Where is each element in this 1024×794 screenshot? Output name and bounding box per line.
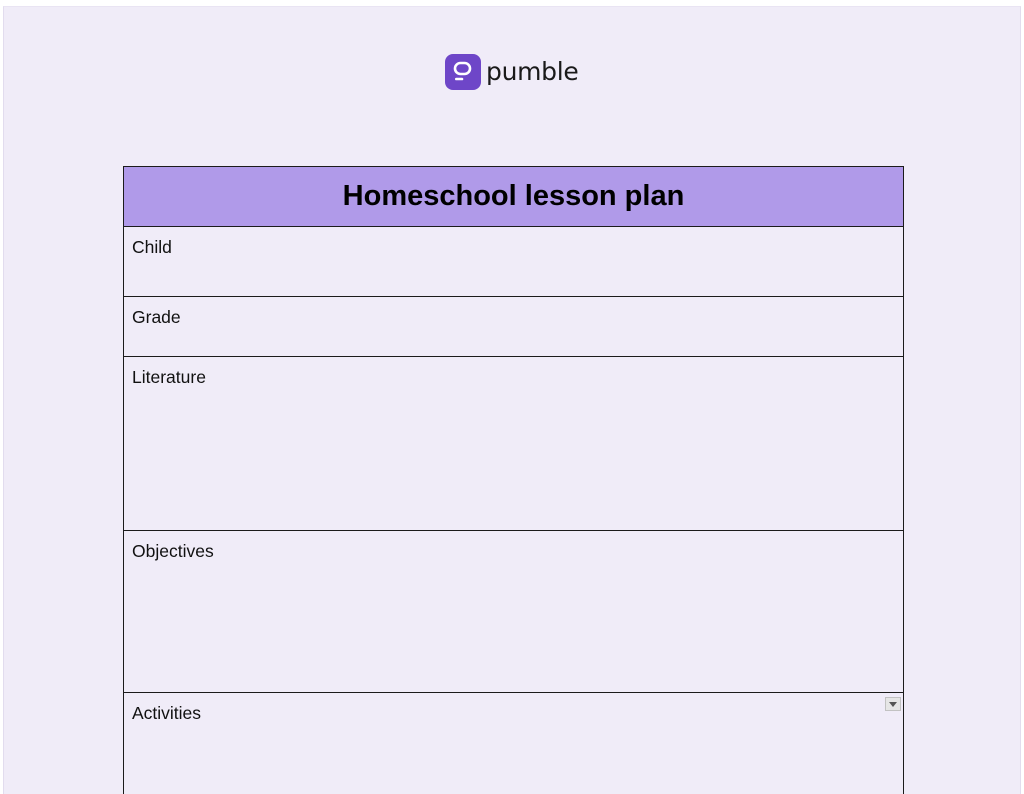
brand-name: pumble: [486, 57, 579, 86]
lesson-plan-title: Homeschool lesson plan: [124, 167, 904, 227]
objectives-label: Objectives: [132, 541, 214, 561]
document-page: [3, 6, 1021, 794]
pumble-logo: [445, 53, 578, 91]
literature-label: Literature: [132, 367, 206, 387]
objectives-cell[interactable]: [124, 531, 904, 693]
child-label: Child: [132, 237, 172, 257]
grade-label: Grade: [132, 307, 181, 327]
literature-cell[interactable]: [124, 357, 904, 531]
dropdown-arrow-icon[interactable]: [885, 697, 901, 711]
activities-cell[interactable]: [124, 693, 904, 794]
activities-label: Activities: [132, 703, 202, 723]
child-cell[interactable]: [124, 227, 904, 297]
pumble-logo-icon: [445, 54, 481, 90]
grade-cell[interactable]: [124, 297, 904, 357]
lesson-plan-table: [123, 166, 904, 794]
